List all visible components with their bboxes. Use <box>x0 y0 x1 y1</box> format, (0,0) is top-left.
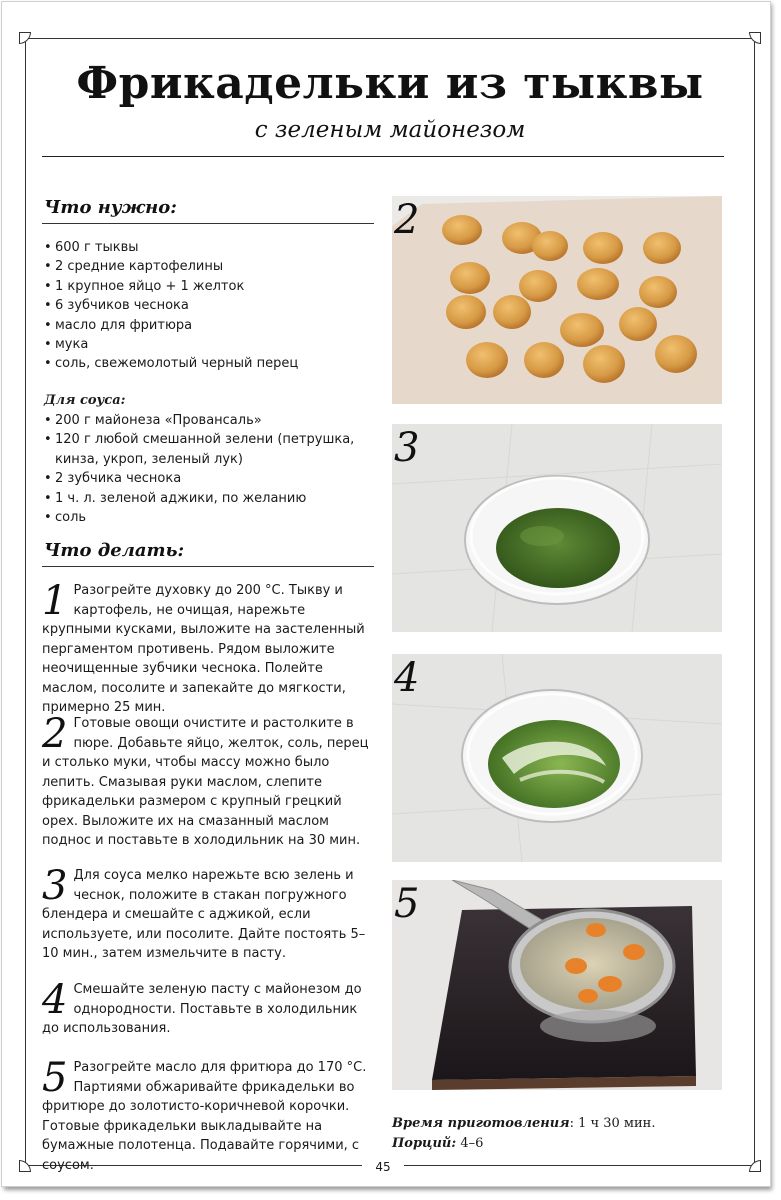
green-paste-bowl-photo <box>392 424 722 632</box>
meatballs-on-parchment-photo <box>392 196 722 404</box>
photo-step-number: 3 <box>394 425 420 471</box>
cooking-time-value: : 1 ч 30 мин. <box>569 1116 656 1131</box>
sauce-heading: Для соуса: <box>44 393 126 408</box>
method-heading: Что делать: <box>44 540 185 561</box>
sauce-ingredient-item: • 1 ч. л. зеленой аджики, по желанию <box>44 489 374 508</box>
sauce-ingredient-item: • 200 г майонеза «Провансаль» <box>44 411 374 430</box>
method-step <box>42 711 376 851</box>
ingredient-item: • 6 зубчиков чеснока <box>44 296 374 315</box>
recipe-title: Фрикадельки из тыквы <box>76 58 704 109</box>
ingredient-item: • 600 г тыквы <box>44 238 374 257</box>
ingredients-list <box>44 238 374 374</box>
cooking-time <box>392 1116 655 1131</box>
portions <box>392 1136 483 1151</box>
ingredients-heading: Что нужно: <box>44 197 177 218</box>
step-text: Для соуса мелко нарежьте всю зелень и чеснок, положите в стакан погружного блендера и смешайте с аджикой, если используете, или посолите. Дайте постоять 5–10 мин., затем измельчите в пасту. <box>42 868 366 961</box>
sauce-ingredient-item: • 120 г любой смешанной зелени (петрушка, кинза, укроп, зеленый лук) <box>44 430 374 469</box>
sauce-ingredients-list <box>44 411 374 527</box>
step-number: 1 <box>42 578 68 624</box>
step-text: Готовые овощи очистите и растолките в пюре. Добавьте яйцо, желток, соль, перец и столько муки, чтобы массу можно было лепить. Смазывая руки маслом, слепите фрикадельки размером с крупный грецкий орех. Выложите их на смазанный маслом поднос и поставьте в холодильник на 30 мин. <box>42 716 369 848</box>
step-text: Разогрейте масло для фритюра до 170 °С. Партиями обжаривайте фрикадельки во фритюре до золотисто-коричневой корочки. Готовые фрикадельки выкладывайте на бумажные полотенца. Подавайте горячими, с соусом. <box>42 1060 367 1173</box>
title-divider <box>42 156 724 157</box>
method-step <box>42 977 376 1039</box>
step-number: 2 <box>42 711 68 757</box>
cooking-time-label: Время приготовления <box>392 1116 570 1131</box>
step-number: 3 <box>42 863 68 909</box>
step-number: 4 <box>42 977 68 1023</box>
photo-step-number: 4 <box>394 655 420 701</box>
recipe-subtitle: с зеленым майонезом <box>254 117 526 143</box>
portions-value: 4–6 <box>456 1136 484 1151</box>
method-divider <box>42 566 374 567</box>
photo-step-number: 5 <box>394 881 420 927</box>
green-mayo-bowl-photo <box>392 654 722 862</box>
portions-label: Порций: <box>392 1136 457 1151</box>
method-step <box>42 1055 376 1175</box>
ingredient-item: • мука <box>44 335 374 354</box>
step-text: Смешайте зеленую пасту с майонезом до однородности. Поставьте в холодильник до использования. <box>42 982 362 1036</box>
ingredients-divider <box>42 223 374 224</box>
photo-step-number: 2 <box>394 197 420 243</box>
frying-pan-photo <box>392 880 722 1090</box>
sauce-ingredient-item: • соль <box>44 508 374 527</box>
step-number: 5 <box>42 1055 68 1101</box>
ingredient-item: • соль, свежемолотый черный перец <box>44 354 374 373</box>
sauce-ingredient-item: • 2 зубчика чеснока <box>44 469 374 488</box>
ingredient-item: • 2 средние картофелины <box>44 257 374 276</box>
page-number: 45 <box>366 1160 400 1174</box>
step-text: Разогрейте духовку до 200 °С. Тыкву и картофель, не очищая, нарежьте крупными кусками, выложите на застеленный пергаментом противень. Рядом выложите неочищенные зубчики чеснока. Полейте маслом, посолите и запекайте до мягкости, примерно 25 мин. <box>42 583 365 715</box>
ingredient-item: • 1 крупное яйцо + 1 желток <box>44 277 374 296</box>
method-step <box>42 863 376 964</box>
method-step <box>42 578 376 718</box>
ingredient-item: • масло для фритюра <box>44 316 374 335</box>
